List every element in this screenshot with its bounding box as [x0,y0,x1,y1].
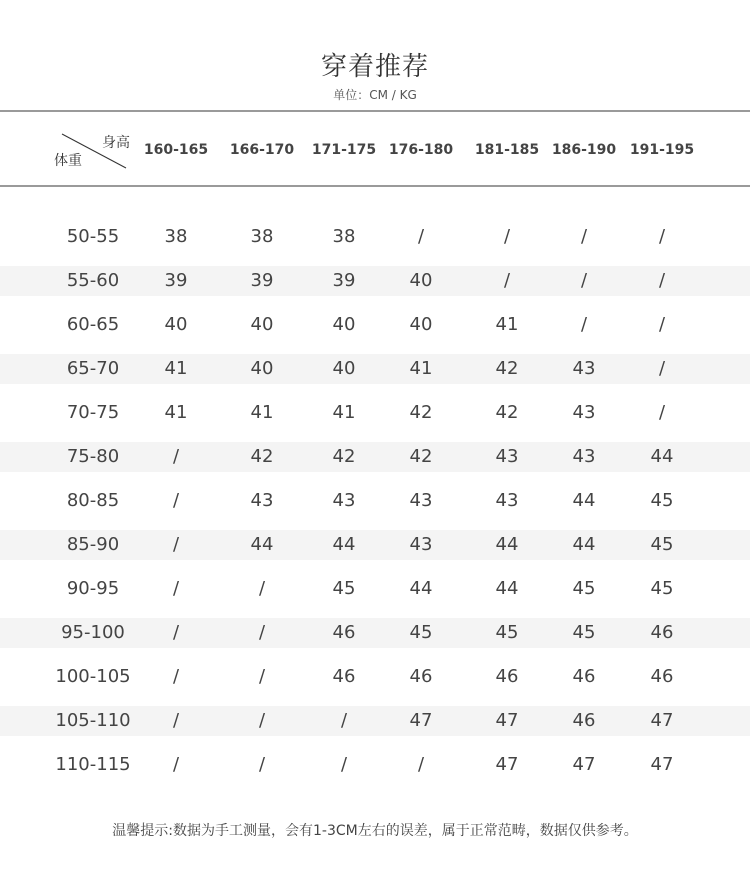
size-cell: 47 [495,754,519,775]
size-cell: 47 [572,754,596,775]
size-cell: / [658,226,666,247]
size-cell: 44 [250,534,274,555]
table-row [0,266,750,296]
size-cell: / [417,226,425,247]
size-cell: 45 [332,578,356,599]
size-cell: 45 [650,534,674,555]
size-cell: 45 [650,578,674,599]
weight-cell: 50-55 [66,226,120,247]
size-cell: 41 [332,402,356,423]
header-top-rule [0,110,750,112]
weight-cell: 90-95 [66,578,120,599]
size-cell: 44 [332,534,356,555]
table-corner [52,130,128,170]
size-cell: 45 [572,578,596,599]
column-header: 176-180 [388,142,454,158]
column-header: 166-170 [229,142,295,158]
size-cell: 41 [164,358,188,379]
size-cell: 44 [572,490,596,511]
size-cell: 46 [409,666,433,687]
table-row [0,310,750,340]
size-cell: 39 [332,270,356,291]
size-cell: 45 [572,622,596,643]
column-header: 191-195 [629,142,695,158]
size-cell: 42 [495,402,519,423]
size-cell: 45 [650,490,674,511]
size-cell: / [172,446,180,467]
size-cell: / [172,710,180,731]
weight-cell: 55-60 [66,270,120,291]
page-title: 穿着推荐 [320,52,429,82]
size-cell: 40 [250,314,274,335]
weight-cell: 65-70 [66,358,120,379]
size-cell: 43 [572,446,596,467]
weight-cell: 80-85 [66,490,120,511]
size-cell: / [258,754,266,775]
size-cell: 47 [495,710,519,731]
size-cell: 43 [409,534,433,555]
unit-subtitle: 单位：CM / KG [333,88,417,102]
size-cell: 41 [164,402,188,423]
size-cell: 47 [650,710,674,731]
size-cell: 46 [572,710,596,731]
table-row [0,662,750,692]
size-cell: / [503,270,511,291]
column-header: 181-185 [474,142,540,158]
size-cell: 42 [332,446,356,467]
size-cell: 42 [409,446,433,467]
size-cell: 43 [572,358,596,379]
size-cell: / [258,710,266,731]
size-cell: / [658,314,666,335]
size-cell: 40 [332,358,356,379]
table-row [0,486,750,516]
size-cell: / [172,490,180,511]
corner-weight-label: 体重 [54,153,82,169]
size-cell: 39 [164,270,188,291]
size-cell: 46 [332,666,356,687]
size-cell: / [258,622,266,643]
size-cell: 46 [572,666,596,687]
size-cell: / [417,754,425,775]
table-row [0,618,750,648]
table-row [0,750,750,780]
size-cell: / [258,578,266,599]
size-cell: / [172,666,180,687]
weight-cell: 60-65 [66,314,120,335]
size-cell: / [172,578,180,599]
weight-cell: 85-90 [66,534,120,555]
size-cell: 46 [332,622,356,643]
table-row [0,354,750,384]
footer-note: 温馨提示:数据为手工测量，会有1-3CM左右的误差，属于正常范畴，数据仅供参考。 [112,823,638,839]
size-cell: 42 [409,402,433,423]
size-cell: 44 [650,446,674,467]
size-cell: 40 [332,314,356,335]
weight-cell: 100-105 [55,666,131,687]
size-cell: 40 [250,358,274,379]
size-cell: 38 [250,226,274,247]
size-cell: / [580,314,588,335]
size-cell: 40 [409,314,433,335]
size-cell: / [172,754,180,775]
size-cell: 39 [250,270,274,291]
size-cell: 47 [409,710,433,731]
size-cell: 45 [495,622,519,643]
header-bottom-rule [0,185,750,187]
size-cell: / [658,270,666,291]
size-cell: 42 [250,446,274,467]
weight-cell: 105-110 [55,710,131,731]
size-cell: 46 [495,666,519,687]
size-cell: / [258,666,266,687]
size-cell: / [658,358,666,379]
size-cell: 43 [572,402,596,423]
table-row [0,398,750,428]
size-cell: 46 [650,622,674,643]
size-cell: / [172,534,180,555]
size-cell: 43 [250,490,274,511]
table-row [0,530,750,560]
size-cell: 44 [495,578,519,599]
size-cell: / [580,226,588,247]
size-cell: / [172,622,180,643]
size-cell: 41 [495,314,519,335]
corner-height-label: 身高 [102,135,130,151]
size-cell: / [503,226,511,247]
table-row [0,442,750,472]
size-cell: 40 [164,314,188,335]
size-cell: 43 [495,446,519,467]
size-cell: 40 [409,270,433,291]
size-cell: / [658,402,666,423]
size-cell: 45 [409,622,433,643]
size-cell: 44 [409,578,433,599]
column-header: 171-175 [311,142,377,158]
size-cell: 42 [495,358,519,379]
weight-cell: 70-75 [66,402,120,423]
table-row [0,574,750,604]
table-row [0,222,750,252]
column-header: 160-165 [143,142,209,158]
size-cell: 38 [164,226,188,247]
size-cell: 43 [495,490,519,511]
size-cell: 38 [332,226,356,247]
table-row [0,706,750,736]
size-cell: / [340,754,348,775]
size-cell: / [340,710,348,731]
size-cell: 44 [495,534,519,555]
weight-cell: 95-100 [61,622,125,643]
size-cell: / [580,270,588,291]
size-cell: 47 [650,754,674,775]
size-cell: 44 [572,534,596,555]
column-header: 186-190 [551,142,617,158]
size-cell: 43 [332,490,356,511]
size-cell: 43 [409,490,433,511]
size-cell: 46 [650,666,674,687]
weight-cell: 75-80 [66,446,120,467]
weight-cell: 110-115 [55,754,131,775]
size-cell: 41 [409,358,433,379]
size-cell: 41 [250,402,274,423]
